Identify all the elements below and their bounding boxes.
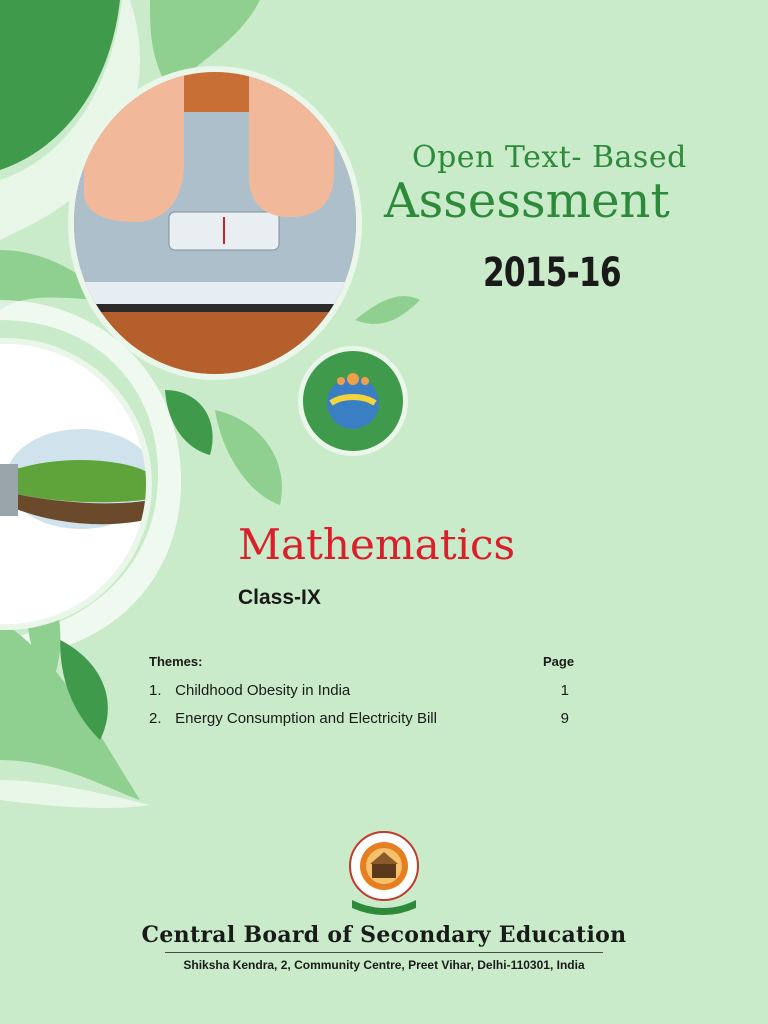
board-name: Central Board of Secondary Education (141, 922, 627, 948)
weighing-scale-photo (68, 66, 362, 380)
subject-title: Mathematics (238, 520, 516, 569)
theme-row (149, 682, 569, 699)
theme-row (149, 710, 569, 727)
globe-emblem-logo (298, 346, 408, 456)
academic-year: 2015-16 (483, 250, 621, 296)
divider (165, 952, 603, 953)
title-block (384, 140, 714, 229)
cbse-emblem-icon (346, 830, 422, 920)
themes-heading: Themes: (149, 654, 203, 669)
title-subheading: Open Text- Based (412, 140, 687, 175)
title-heading: Assessment (384, 173, 670, 229)
theme-page-number: 1 (560, 682, 569, 699)
theme-title: Childhood Obesity in India (175, 682, 351, 699)
class-label: Class-IX (238, 586, 321, 609)
theme-page-number: 9 (560, 710, 569, 727)
theme-number: 2. (149, 710, 162, 727)
page-heading: Page (543, 654, 575, 669)
theme-number: 1. (149, 682, 162, 699)
theme-title: Energy Consumption and Electricity Bill (175, 710, 437, 727)
board-address: Shiksha Kendra, 2, Community Centre, Preet Vihar, Delhi-110301, India (183, 958, 585, 972)
